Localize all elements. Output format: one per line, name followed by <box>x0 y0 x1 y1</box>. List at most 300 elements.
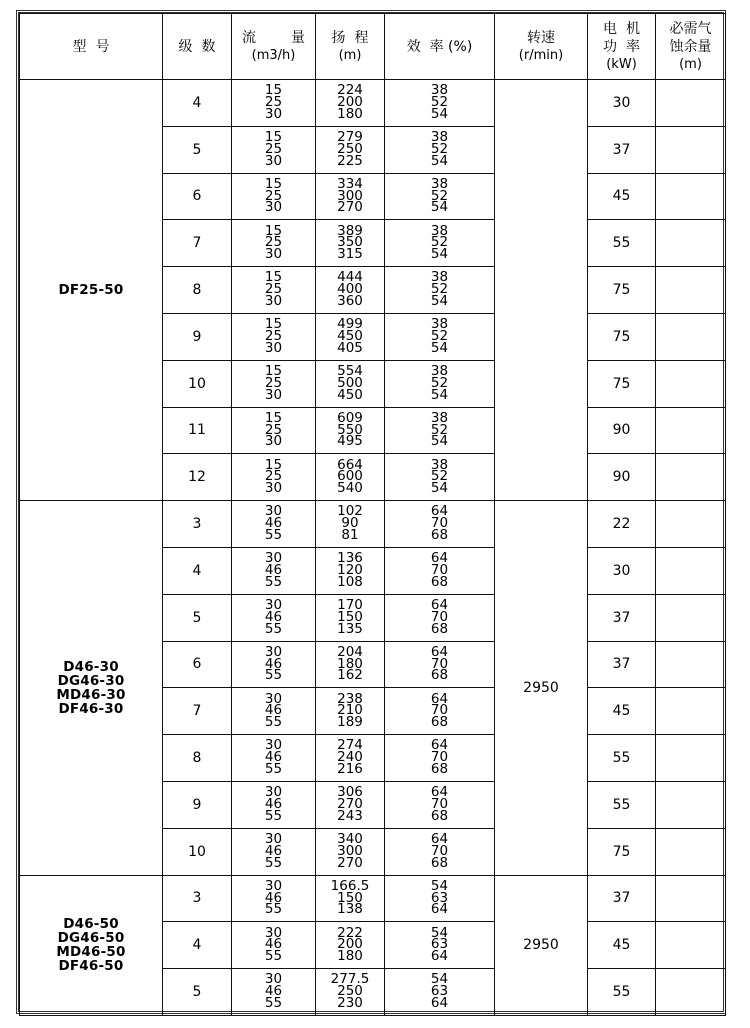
head-value: 250 <box>337 983 363 1000</box>
flow-value: 30 <box>264 924 283 941</box>
header-power-unit: (kW) <box>606 56 637 72</box>
flow-cell <box>232 969 316 1016</box>
head-value: 238 <box>337 690 363 707</box>
table-row <box>20 80 726 127</box>
head-value: 360 <box>337 292 363 309</box>
power-cell: 37 <box>588 641 656 688</box>
head-value: 340 <box>337 830 363 847</box>
flow-value: 55 <box>264 573 283 590</box>
eff-cell <box>385 641 495 688</box>
eff-value: 64 <box>430 784 449 801</box>
head-value: 270 <box>337 854 363 871</box>
pump-performance-table <box>19 13 726 1016</box>
flow-cell <box>232 922 316 969</box>
header-efficiency <box>385 14 495 80</box>
flow-value: 30 <box>264 480 283 497</box>
flow-value: 30 <box>264 339 283 356</box>
eff-value: 52 <box>430 234 449 251</box>
head-cell <box>316 875 385 922</box>
header-flow-label-left: 流 <box>242 29 256 46</box>
head-cell <box>316 313 385 360</box>
stages-cell: 7 <box>163 220 232 267</box>
eff-value: 52 <box>430 187 449 204</box>
flow-cell <box>232 173 316 220</box>
eff-value: 70 <box>430 655 449 672</box>
power-cell: 75 <box>588 828 656 875</box>
eff-value: 68 <box>430 760 449 777</box>
head-cell <box>316 407 385 454</box>
eff-value: 64 <box>430 901 449 918</box>
stages-cell: 9 <box>163 781 232 828</box>
eff-value: 52 <box>430 421 449 438</box>
head-value: 180 <box>337 655 363 672</box>
npsh-cell <box>656 781 726 828</box>
power-cell: 37 <box>588 594 656 641</box>
head-value: 609 <box>337 409 363 426</box>
power-cell: 37 <box>588 875 656 922</box>
stages-cell: 7 <box>163 688 232 735</box>
stages-cell: 11 <box>163 407 232 454</box>
head-value: 230 <box>337 994 363 1011</box>
head-value: 540 <box>337 480 363 497</box>
head-cell <box>316 828 385 875</box>
flow-value: 30 <box>264 503 283 520</box>
npsh-cell <box>656 126 726 173</box>
eff-value: 54 <box>430 433 449 450</box>
eff-value: 54 <box>430 246 449 263</box>
npsh-cell <box>656 547 726 594</box>
eff-value: 38 <box>430 129 449 145</box>
flow-value: 15 <box>264 269 283 286</box>
head-value: 450 <box>337 386 363 403</box>
eff-value: 38 <box>430 269 449 286</box>
model-name: MD46-30 <box>56 686 126 703</box>
flow-value: 25 <box>264 187 283 204</box>
header-power-line2: 功 率 <box>603 38 640 55</box>
table-row <box>20 875 726 922</box>
model-name: DF25-50 <box>58 282 124 299</box>
flow-value: 30 <box>264 643 283 660</box>
eff-value: 70 <box>430 608 449 625</box>
stages-cell: 5 <box>163 969 232 1016</box>
head-cell <box>316 501 385 548</box>
head-value: 204 <box>337 643 363 660</box>
eff-value: 64 <box>430 643 449 660</box>
flow-value: 46 <box>264 842 283 859</box>
header-row <box>20 14 726 80</box>
eff-value: 64 <box>430 690 449 707</box>
head-value: 225 <box>337 152 363 169</box>
head-cell <box>316 267 385 314</box>
header-npsh-unit: (m) <box>679 56 702 72</box>
flow-value: 30 <box>264 105 283 122</box>
flow-cell <box>232 547 316 594</box>
head-value: 300 <box>337 842 363 859</box>
eff-cell <box>385 173 495 220</box>
eff-value: 52 <box>430 374 449 391</box>
eff-value: 70 <box>430 842 449 859</box>
flow-value: 25 <box>264 140 283 157</box>
flow-value: 15 <box>264 456 283 473</box>
head-value: 279 <box>337 129 363 145</box>
npsh-cell <box>656 407 726 454</box>
eff-value: 54 <box>430 386 449 403</box>
flow-cell <box>232 80 316 127</box>
npsh-cell <box>656 875 726 922</box>
power-cell: 45 <box>588 173 656 220</box>
npsh-cell <box>656 922 726 969</box>
eff-value: 54 <box>430 924 449 941</box>
flow-value: 15 <box>264 409 283 426</box>
header-head-label: 扬 程 <box>331 29 369 46</box>
header-efficiency-label: 效 率 (%) <box>406 38 473 55</box>
flow-cell <box>232 220 316 267</box>
stages-cell: 5 <box>163 126 232 173</box>
flow-value: 30 <box>264 292 283 309</box>
model-name: D46-50 <box>63 916 119 933</box>
flow-value: 30 <box>264 596 283 613</box>
head-value: 210 <box>337 702 363 719</box>
head-value: 138 <box>337 901 363 918</box>
head-value: 150 <box>337 608 363 625</box>
eff-cell <box>385 969 495 1016</box>
head-cell <box>316 594 385 641</box>
npsh-cell <box>656 688 726 735</box>
npsh-cell <box>656 313 726 360</box>
flow-value: 30 <box>264 830 283 847</box>
power-cell: 45 <box>588 688 656 735</box>
head-value: 550 <box>337 421 363 438</box>
head-value: 166.5 <box>330 877 370 894</box>
npsh-cell <box>656 641 726 688</box>
model-name: DF46-30 <box>58 700 124 717</box>
eff-value: 38 <box>430 456 449 473</box>
eff-value: 52 <box>430 327 449 344</box>
eff-value: 68 <box>430 667 449 684</box>
eff-cell <box>385 594 495 641</box>
npsh-cell <box>656 501 726 548</box>
eff-cell <box>385 407 495 454</box>
head-cell <box>316 454 385 501</box>
header-speed-unit: (r/min) <box>518 47 564 63</box>
eff-value: 64 <box>430 830 449 847</box>
head-value: 389 <box>337 222 363 239</box>
power-cell: 30 <box>588 80 656 127</box>
header-model <box>20 14 163 80</box>
stages-cell: 9 <box>163 313 232 360</box>
table-body <box>20 80 726 1016</box>
npsh-cell <box>656 735 726 782</box>
eff-value: 70 <box>430 749 449 766</box>
flow-value: 55 <box>264 760 283 777</box>
head-value: 306 <box>337 784 363 801</box>
flow-value: 30 <box>264 877 283 894</box>
eff-cell <box>385 828 495 875</box>
flow-value: 25 <box>264 374 283 391</box>
eff-value: 54 <box>430 199 449 216</box>
head-value: 135 <box>337 620 363 637</box>
flow-value: 15 <box>264 175 283 192</box>
stages-cell: 4 <box>163 922 232 969</box>
npsh-cell <box>656 80 726 127</box>
flow-value: 15 <box>264 129 283 145</box>
head-value: 500 <box>337 374 363 391</box>
head-cell <box>316 641 385 688</box>
head-value: 240 <box>337 749 363 766</box>
head-value: 162 <box>337 667 363 684</box>
eff-cell <box>385 688 495 735</box>
flow-value: 46 <box>264 608 283 625</box>
eff-cell <box>385 781 495 828</box>
head-value: 334 <box>337 175 363 192</box>
stages-cell: 3 <box>163 875 232 922</box>
flow-value: 55 <box>264 994 283 1011</box>
header-power <box>588 14 656 80</box>
stages-cell: 12 <box>163 454 232 501</box>
flow-cell <box>232 781 316 828</box>
head-value: 222 <box>337 924 363 941</box>
model-name: DG46-50 <box>57 930 125 947</box>
head-value: 664 <box>337 456 363 473</box>
flow-value: 55 <box>264 714 283 731</box>
head-value: 499 <box>337 316 363 333</box>
flow-value: 46 <box>264 702 283 719</box>
eff-value: 63 <box>430 936 449 953</box>
flow-value: 46 <box>264 889 283 906</box>
head-cell <box>316 126 385 173</box>
speed-cell: 2950 <box>495 501 588 875</box>
head-value: 180 <box>337 105 363 122</box>
power-cell: 55 <box>588 969 656 1016</box>
power-cell: 90 <box>588 454 656 501</box>
flow-cell <box>232 641 316 688</box>
flow-cell <box>232 360 316 407</box>
eff-value: 68 <box>430 807 449 824</box>
flow-cell <box>232 735 316 782</box>
head-value: 450 <box>337 327 363 344</box>
stages-cell: 3 <box>163 501 232 548</box>
flow-value: 30 <box>264 386 283 403</box>
flow-value: 25 <box>264 234 283 251</box>
eff-value: 68 <box>430 854 449 871</box>
header-npsh <box>656 14 726 80</box>
model-cell <box>20 80 163 501</box>
head-value: 150 <box>337 889 363 906</box>
flow-value: 30 <box>264 433 283 450</box>
flow-cell <box>232 688 316 735</box>
flow-value: 55 <box>264 620 283 637</box>
stages-cell: 4 <box>163 547 232 594</box>
power-cell: 75 <box>588 313 656 360</box>
flow-cell <box>232 407 316 454</box>
flow-value: 46 <box>264 795 283 812</box>
flow-cell <box>232 828 316 875</box>
power-cell: 45 <box>588 922 656 969</box>
flow-value: 55 <box>264 901 283 918</box>
eff-value: 68 <box>430 573 449 590</box>
flow-value: 55 <box>264 526 283 543</box>
head-value: 81 <box>341 526 359 543</box>
head-cell <box>316 173 385 220</box>
flow-value: 30 <box>264 550 283 567</box>
power-cell: 30 <box>588 547 656 594</box>
model-name: MD46-50 <box>56 944 126 961</box>
power-cell: 55 <box>588 781 656 828</box>
flow-value: 46 <box>264 983 283 1000</box>
power-cell: 55 <box>588 735 656 782</box>
head-value: 136 <box>337 550 363 567</box>
flow-value: 25 <box>264 281 283 298</box>
head-cell <box>316 688 385 735</box>
flow-value: 30 <box>264 199 283 216</box>
eff-cell <box>385 922 495 969</box>
head-value: 300 <box>337 187 363 204</box>
flow-value: 30 <box>264 737 283 754</box>
flow-value: 25 <box>264 468 283 485</box>
npsh-cell <box>656 267 726 314</box>
flow-value: 15 <box>264 362 283 379</box>
flow-value: 30 <box>264 784 283 801</box>
flow-value: 30 <box>264 971 283 988</box>
head-value: 274 <box>337 737 363 754</box>
eff-value: 64 <box>430 596 449 613</box>
head-value: 270 <box>337 199 363 216</box>
head-value: 350 <box>337 234 363 251</box>
header-stages <box>163 14 232 80</box>
eff-value: 54 <box>430 152 449 169</box>
head-value: 277.5 <box>330 971 370 988</box>
flow-value: 46 <box>264 749 283 766</box>
flow-value: 15 <box>264 222 283 239</box>
power-cell: 75 <box>588 267 656 314</box>
model-cell <box>20 875 163 1015</box>
stages-cell: 8 <box>163 735 232 782</box>
head-value: 495 <box>337 433 363 450</box>
eff-value: 63 <box>430 889 449 906</box>
power-cell: 22 <box>588 501 656 548</box>
model-name: DG46-30 <box>57 672 125 689</box>
stages-cell: 6 <box>163 173 232 220</box>
table-row <box>20 501 726 548</box>
eff-value: 54 <box>430 877 449 894</box>
flow-value: 46 <box>264 655 283 672</box>
model-name: D46-30 <box>63 658 119 675</box>
eff-value: 38 <box>430 82 449 99</box>
head-value: 189 <box>337 714 363 731</box>
head-value: 250 <box>337 140 363 157</box>
stages-cell: 8 <box>163 267 232 314</box>
flow-value: 46 <box>264 561 283 578</box>
power-cell: 90 <box>588 407 656 454</box>
model-name: DF46-50 <box>58 958 124 975</box>
npsh-cell <box>656 360 726 407</box>
head-value: 90 <box>341 515 359 532</box>
head-cell <box>316 547 385 594</box>
eff-value: 70 <box>430 561 449 578</box>
header-head <box>316 14 385 80</box>
head-cell <box>316 360 385 407</box>
eff-cell <box>385 454 495 501</box>
npsh-cell <box>656 594 726 641</box>
header-model-label: 型 号 <box>72 38 110 55</box>
head-value: 216 <box>337 760 363 777</box>
flow-cell <box>232 313 316 360</box>
eff-cell <box>385 80 495 127</box>
eff-value: 38 <box>430 409 449 426</box>
eff-value: 68 <box>430 714 449 731</box>
header-speed-label: 转速 <box>527 29 555 46</box>
flow-value: 25 <box>264 327 283 344</box>
flow-value: 46 <box>264 936 283 953</box>
stages-cell: 4 <box>163 80 232 127</box>
power-cell: 37 <box>588 126 656 173</box>
header-flow-label-right: 量 <box>291 29 305 46</box>
eff-value: 63 <box>430 983 449 1000</box>
eff-value: 54 <box>430 971 449 988</box>
flow-cell <box>232 454 316 501</box>
stages-cell: 5 <box>163 594 232 641</box>
head-value: 554 <box>337 362 363 379</box>
flow-value: 55 <box>264 854 283 871</box>
npsh-cell <box>656 173 726 220</box>
power-cell: 55 <box>588 220 656 267</box>
header-stages-label: 级 数 <box>178 38 216 55</box>
eff-value: 68 <box>430 620 449 637</box>
head-value: 108 <box>337 573 363 590</box>
eff-value: 52 <box>430 94 449 110</box>
flow-value: 30 <box>264 152 283 169</box>
flow-cell <box>232 501 316 548</box>
speed-cell <box>495 80 588 501</box>
head-value: 315 <box>337 246 363 263</box>
eff-value: 54 <box>430 339 449 356</box>
eff-value: 68 <box>430 526 449 543</box>
npsh-cell <box>656 454 726 501</box>
eff-cell <box>385 875 495 922</box>
head-value: 120 <box>337 561 363 578</box>
eff-value: 64 <box>430 994 449 1011</box>
eff-value: 70 <box>430 702 449 719</box>
flow-value: 25 <box>264 94 283 110</box>
head-cell <box>316 80 385 127</box>
eff-value: 54 <box>430 292 449 309</box>
head-value: 180 <box>337 948 363 965</box>
head-cell <box>316 781 385 828</box>
speed-cell: 2950 <box>495 875 588 1015</box>
head-value: 170 <box>337 596 363 613</box>
head-value: 102 <box>337 503 363 520</box>
head-value: 600 <box>337 468 363 485</box>
head-cell <box>316 220 385 267</box>
flow-value: 15 <box>264 316 283 333</box>
eff-cell <box>385 220 495 267</box>
head-value: 400 <box>337 281 363 298</box>
eff-cell <box>385 313 495 360</box>
header-npsh-line2: 蚀余量 <box>669 38 712 55</box>
model-cell <box>20 501 163 875</box>
eff-cell <box>385 547 495 594</box>
eff-value: 38 <box>430 362 449 379</box>
npsh-cell <box>656 828 726 875</box>
header-head-unit: (m) <box>338 47 362 63</box>
flow-value: 30 <box>264 690 283 707</box>
head-value: 405 <box>337 339 363 356</box>
power-cell: 75 <box>588 360 656 407</box>
eff-cell <box>385 735 495 782</box>
eff-value: 64 <box>430 737 449 754</box>
npsh-cell <box>656 220 726 267</box>
eff-cell <box>385 501 495 548</box>
